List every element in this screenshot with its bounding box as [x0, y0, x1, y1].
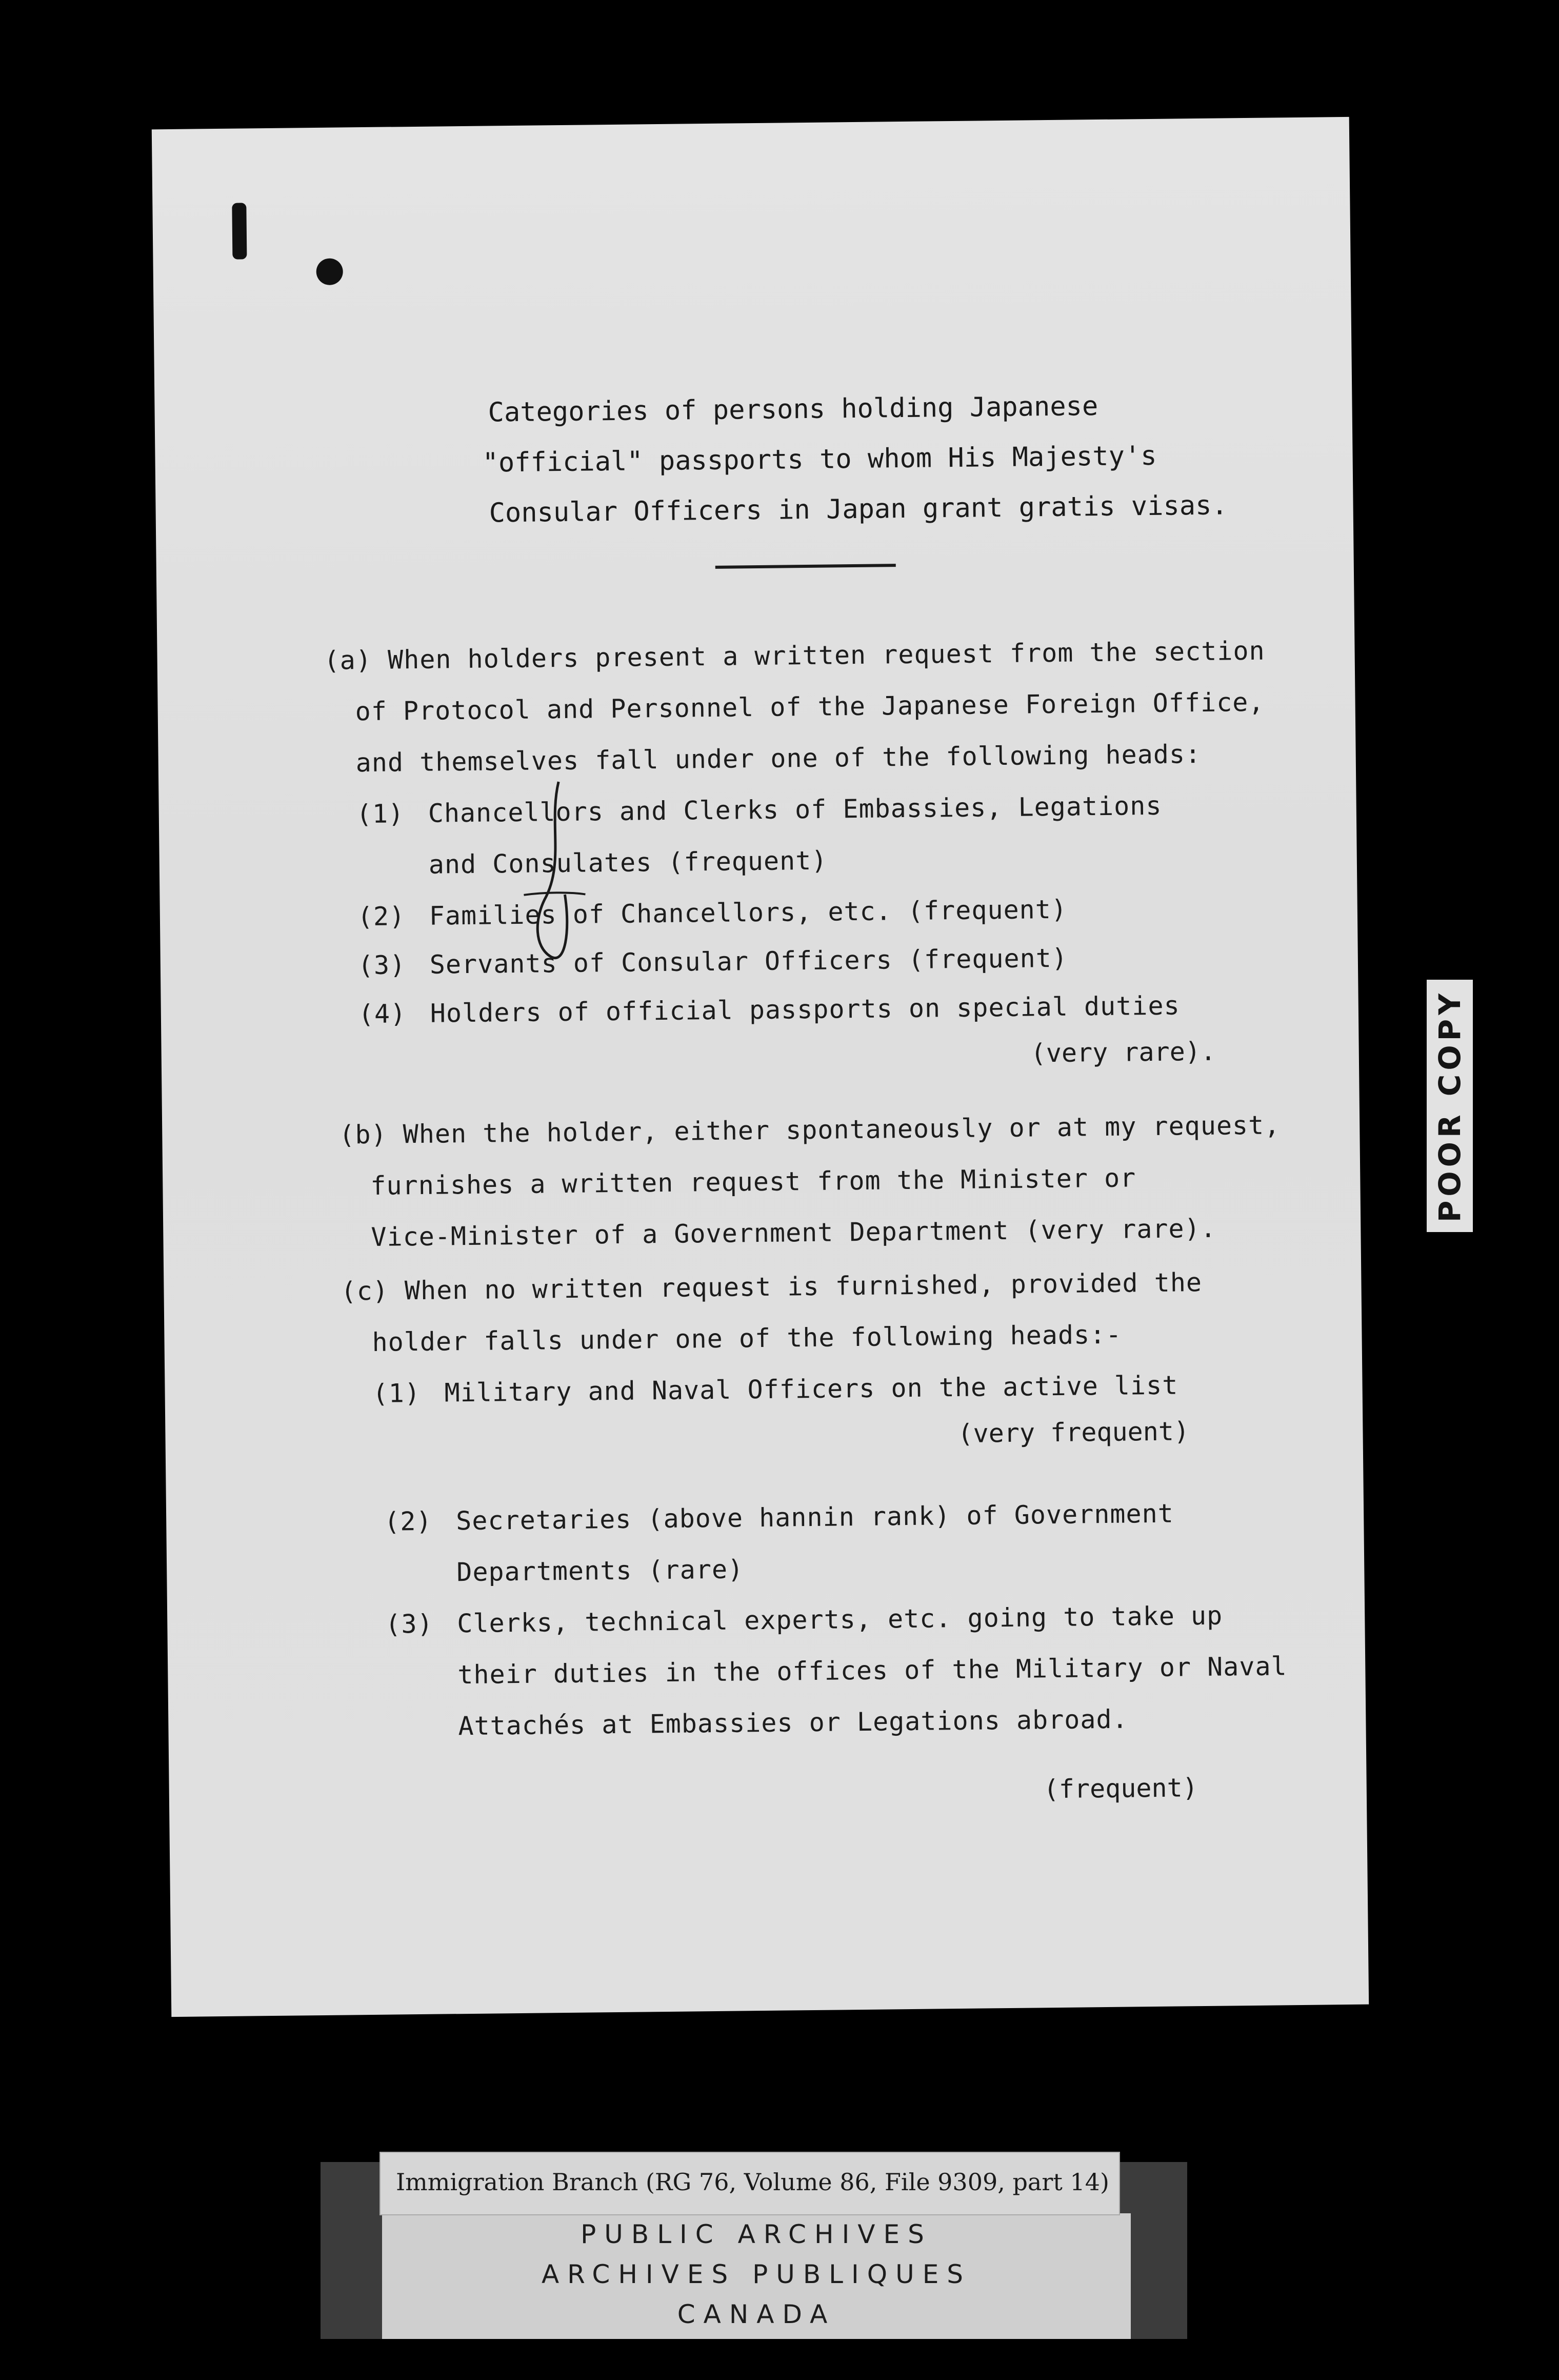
- section-a-item-number: (3): [357, 950, 406, 981]
- section-a-item-text: Chancellors and Clerks of Embassies, Legations: [428, 790, 1162, 828]
- section-a-item-text: and Consulates (frequent): [428, 845, 828, 880]
- section-c-item-text: Secretaries (above hannin rank) of Government: [455, 1498, 1174, 1536]
- archives-label: [382, 2213, 1131, 2339]
- reference-text: Immigration Branch (RG 76, Volume 86, File 9309, part 14): [396, 2168, 1109, 2196]
- punch-mark: [232, 203, 247, 259]
- section-c-item-number: (3): [385, 1609, 433, 1639]
- handwritten-check-mark: [512, 776, 596, 972]
- section-b-line: (b) When the holder, either spontaneously or at my request,: [339, 1110, 1281, 1150]
- section-c-item-frequency: (very frequent): [957, 1416, 1190, 1449]
- section-c-item-number: (2): [384, 1506, 432, 1537]
- section-c-item-text: Military and Naval Officers on the active list: [444, 1370, 1178, 1408]
- section-c-item-number: (1): [372, 1378, 421, 1409]
- archives-line: CANADA: [677, 2299, 836, 2329]
- section-b-line: Vice-Minister of a Government Department (very rare).: [371, 1213, 1217, 1252]
- section-b-line: furnishes a written request from the Minister or: [370, 1163, 1136, 1201]
- heading-line: Consular Officers in Japan grant gratis visas.: [489, 490, 1228, 529]
- section-c-item-text: Attachés at Embassies or Legations abroad.: [458, 1704, 1128, 1741]
- section-c-line: holder falls under one of the following heads:-: [372, 1319, 1122, 1357]
- section-a-line: of Protocol and Personnel of the Japanese Foreign Office,: [355, 687, 1265, 727]
- poor-copy-text: POOR COPY: [1432, 989, 1467, 1223]
- document-page: [152, 117, 1369, 2017]
- section-a-item-text: Servants of Consular Officers (frequent): [429, 943, 1068, 980]
- section-a-item-frequency: (very rare).: [1030, 1036, 1216, 1068]
- section-a-line: (a) When holders present a written request from the section: [324, 636, 1265, 676]
- section-a-item-number: (1): [356, 799, 405, 829]
- section-c-line: (c) When no written request is furnished, provided the: [341, 1267, 1203, 1306]
- archives-line: PUBLIC ARCHIVES: [581, 2219, 932, 2249]
- poor-copy-stamp: [1427, 980, 1473, 1232]
- section-a-item-number: (4): [358, 999, 407, 1029]
- section-a-line: and themselves fall under one of the following heads:: [355, 739, 1202, 778]
- section-a-item-text: Holders of official passports on special duties: [430, 990, 1180, 1028]
- heading-line: Categories of persons holding Japanese: [488, 391, 1098, 428]
- reference-label: [379, 2152, 1120, 2215]
- document-heading: [482, 380, 1258, 539]
- section-c-item-text: Departments (rare): [456, 1554, 744, 1588]
- section-c-item-frequency: (frequent): [1043, 1773, 1198, 1804]
- heading-rule: [715, 564, 896, 569]
- ink-blot: [316, 258, 343, 285]
- section-c-item-text: Clerks, technical experts, etc. going to take up: [457, 1600, 1223, 1639]
- section-c-item-text: their duties in the offices of the Military or Naval: [457, 1651, 1287, 1690]
- heading-line: "official" passports to whom His Majesty's: [482, 440, 1157, 479]
- archives-line: ARCHIVES PUBLIQUES: [541, 2259, 972, 2289]
- section-a-item-text: Families of Chancellors, etc. (frequent): [429, 894, 1068, 931]
- section-a-item-number: (2): [357, 901, 406, 932]
